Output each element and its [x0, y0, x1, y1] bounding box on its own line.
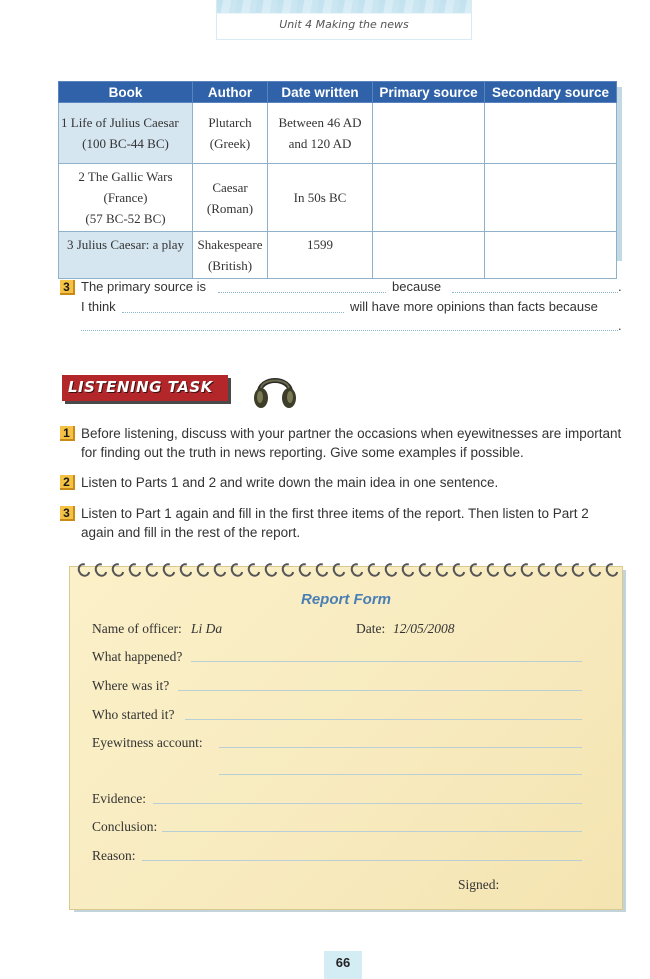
date-label: Date: [356, 621, 386, 636]
secondary-source-cell[interactable] [485, 232, 617, 279]
eyewitness-field[interactable] [219, 747, 582, 748]
author-name: Caesar [212, 179, 248, 195]
table-header-row [59, 82, 617, 103]
spiral-ring [535, 561, 552, 579]
where-field[interactable] [178, 690, 582, 691]
spiral-ring [195, 561, 212, 579]
column-header-date: Date written [268, 82, 373, 103]
spiral-ring [280, 561, 297, 579]
question-text: will have more opinions than facts because [350, 299, 598, 314]
what-happened-label: What happened? [92, 649, 183, 664]
listening-task-badge [62, 375, 228, 401]
spiral-ring [399, 561, 416, 579]
spiral-ring [348, 561, 365, 579]
author-origin: (Roman) [206, 200, 254, 216]
date-value: 12/05/2008 [393, 621, 455, 636]
spiral-ring [484, 561, 501, 579]
spiral-ring [75, 561, 92, 579]
author-name: Shakespeare [197, 237, 263, 252]
date-line: Between 46 AD [278, 115, 362, 130]
item-number: 3 [60, 506, 75, 521]
answer-blank[interactable] [218, 292, 386, 293]
date-cell [268, 232, 373, 279]
date-cell [268, 164, 373, 232]
table-row [59, 103, 617, 164]
spiral-ring [365, 561, 382, 579]
question-text: The primary source is [81, 279, 206, 294]
author-origin: (Greek) [209, 136, 251, 151]
spiral-ring [109, 561, 126, 579]
sources-table [58, 81, 617, 279]
item-number: 2 [60, 475, 75, 490]
who-started-field[interactable] [185, 719, 582, 720]
spiral-ring [450, 561, 467, 579]
author-cell [193, 232, 268, 279]
spiral-ring [501, 561, 518, 579]
unit-header [216, 0, 472, 40]
author-name: Plutarch [208, 115, 252, 130]
spiral-ring [212, 561, 229, 579]
spiral-ring [297, 561, 314, 579]
spiral-binding [78, 563, 618, 579]
item-number: 1 [60, 426, 75, 441]
secondary-source-cell[interactable] [485, 103, 617, 164]
spiral-ring [586, 561, 603, 579]
reason-field[interactable] [142, 860, 582, 861]
question-number: 3 [60, 280, 75, 295]
answer-blank[interactable] [81, 330, 618, 331]
signed-label: Signed: [458, 877, 500, 892]
column-header-secondary: Secondary source [485, 82, 617, 103]
period: . [618, 318, 622, 333]
table-row [59, 232, 617, 279]
author-cell [193, 103, 268, 164]
book-title: 2 The Gallic Wars [78, 169, 173, 184]
spiral-ring [331, 561, 348, 579]
headphones-icon [251, 368, 299, 412]
spiral-ring [416, 561, 433, 579]
column-header-author: Author [193, 82, 268, 103]
officer-value: Li Da [191, 621, 223, 636]
question-text: because [392, 279, 442, 294]
task-item [60, 504, 625, 542]
date-line: In 50s BC [293, 190, 347, 205]
eyewitness-label: Eyewitness account: [92, 735, 203, 750]
spiral-ring [382, 561, 399, 579]
answer-blank[interactable] [122, 312, 344, 313]
task-item [60, 473, 625, 492]
author-origin: (British) [207, 258, 253, 273]
spiral-ring [467, 561, 484, 579]
report-form-title: Report Form [301, 591, 391, 608]
spiral-ring [569, 561, 586, 579]
task-item [60, 424, 625, 462]
what-happened-field[interactable] [191, 661, 582, 662]
conclusion-field[interactable] [162, 831, 582, 832]
spiral-ring [126, 561, 143, 579]
who-started-label: Who started it? [92, 707, 175, 722]
reason-label: Reason: [92, 848, 136, 863]
spiral-ring [229, 561, 246, 579]
spiral-ring [177, 561, 194, 579]
spiral-ring [603, 561, 620, 579]
evidence-label: Evidence: [92, 791, 146, 806]
spiral-ring [160, 561, 177, 579]
date-cell [268, 103, 373, 164]
spiral-ring [433, 561, 450, 579]
book-place: (France) [103, 190, 148, 205]
primary-source-cell[interactable] [373, 103, 485, 164]
sources-table-wrap [58, 81, 616, 273]
where-label: Where was it? [92, 678, 170, 693]
evidence-field[interactable] [153, 803, 582, 804]
spiral-ring [263, 561, 280, 579]
header-decoration [217, 0, 471, 13]
book-cell [59, 232, 193, 279]
spiral-ring [314, 561, 331, 579]
book-years: (57 BC-52 BC) [85, 211, 166, 226]
item-text: Listen to Parts 1 and 2 and write down the main idea in one sentence. [81, 475, 499, 490]
primary-source-cell[interactable] [373, 232, 485, 279]
eyewitness-field[interactable] [219, 774, 582, 775]
column-header-book: Book [59, 82, 193, 103]
spiral-ring [552, 561, 569, 579]
date-line: 1599 [307, 237, 333, 252]
book-title: 1 Life of Julius Caesar [61, 115, 179, 130]
answer-blank[interactable] [452, 292, 618, 293]
column-header-primary: Primary source [373, 82, 485, 103]
unit-title: Unit 4 Making the news [279, 18, 409, 31]
date-line: and 120 AD [288, 136, 352, 151]
item-text: Listen to Part 1 again and fill in the first three items of the report. Then listen to Part 2 again and fill in the rest of the report. [81, 506, 589, 540]
spiral-ring [143, 561, 160, 579]
listening-task-title: LISTENING TASK [68, 378, 213, 396]
report-form [69, 566, 623, 910]
item-text: Before listening, discuss with your partner the occasions when eyewitnesses are important for finding out the truth in news reporting. Give some examples if possible. [81, 426, 622, 460]
table-row [59, 164, 617, 232]
spiral-ring [92, 561, 109, 579]
question-text: I think [81, 299, 116, 314]
secondary-source-cell[interactable] [485, 164, 617, 232]
book-title: 3 Julius Caesar: a play [67, 237, 184, 252]
period: . [618, 279, 622, 294]
book-years: (100 BC-44 BC) [82, 136, 169, 151]
page-number: 66 [324, 951, 362, 979]
book-cell [59, 164, 193, 232]
primary-source-cell[interactable] [373, 164, 485, 232]
officer-label: Name of officer: [92, 621, 182, 636]
spiral-ring [246, 561, 263, 579]
book-cell [59, 103, 193, 164]
conclusion-label: Conclusion: [92, 819, 158, 834]
spiral-ring [518, 561, 535, 579]
author-cell [193, 164, 268, 232]
